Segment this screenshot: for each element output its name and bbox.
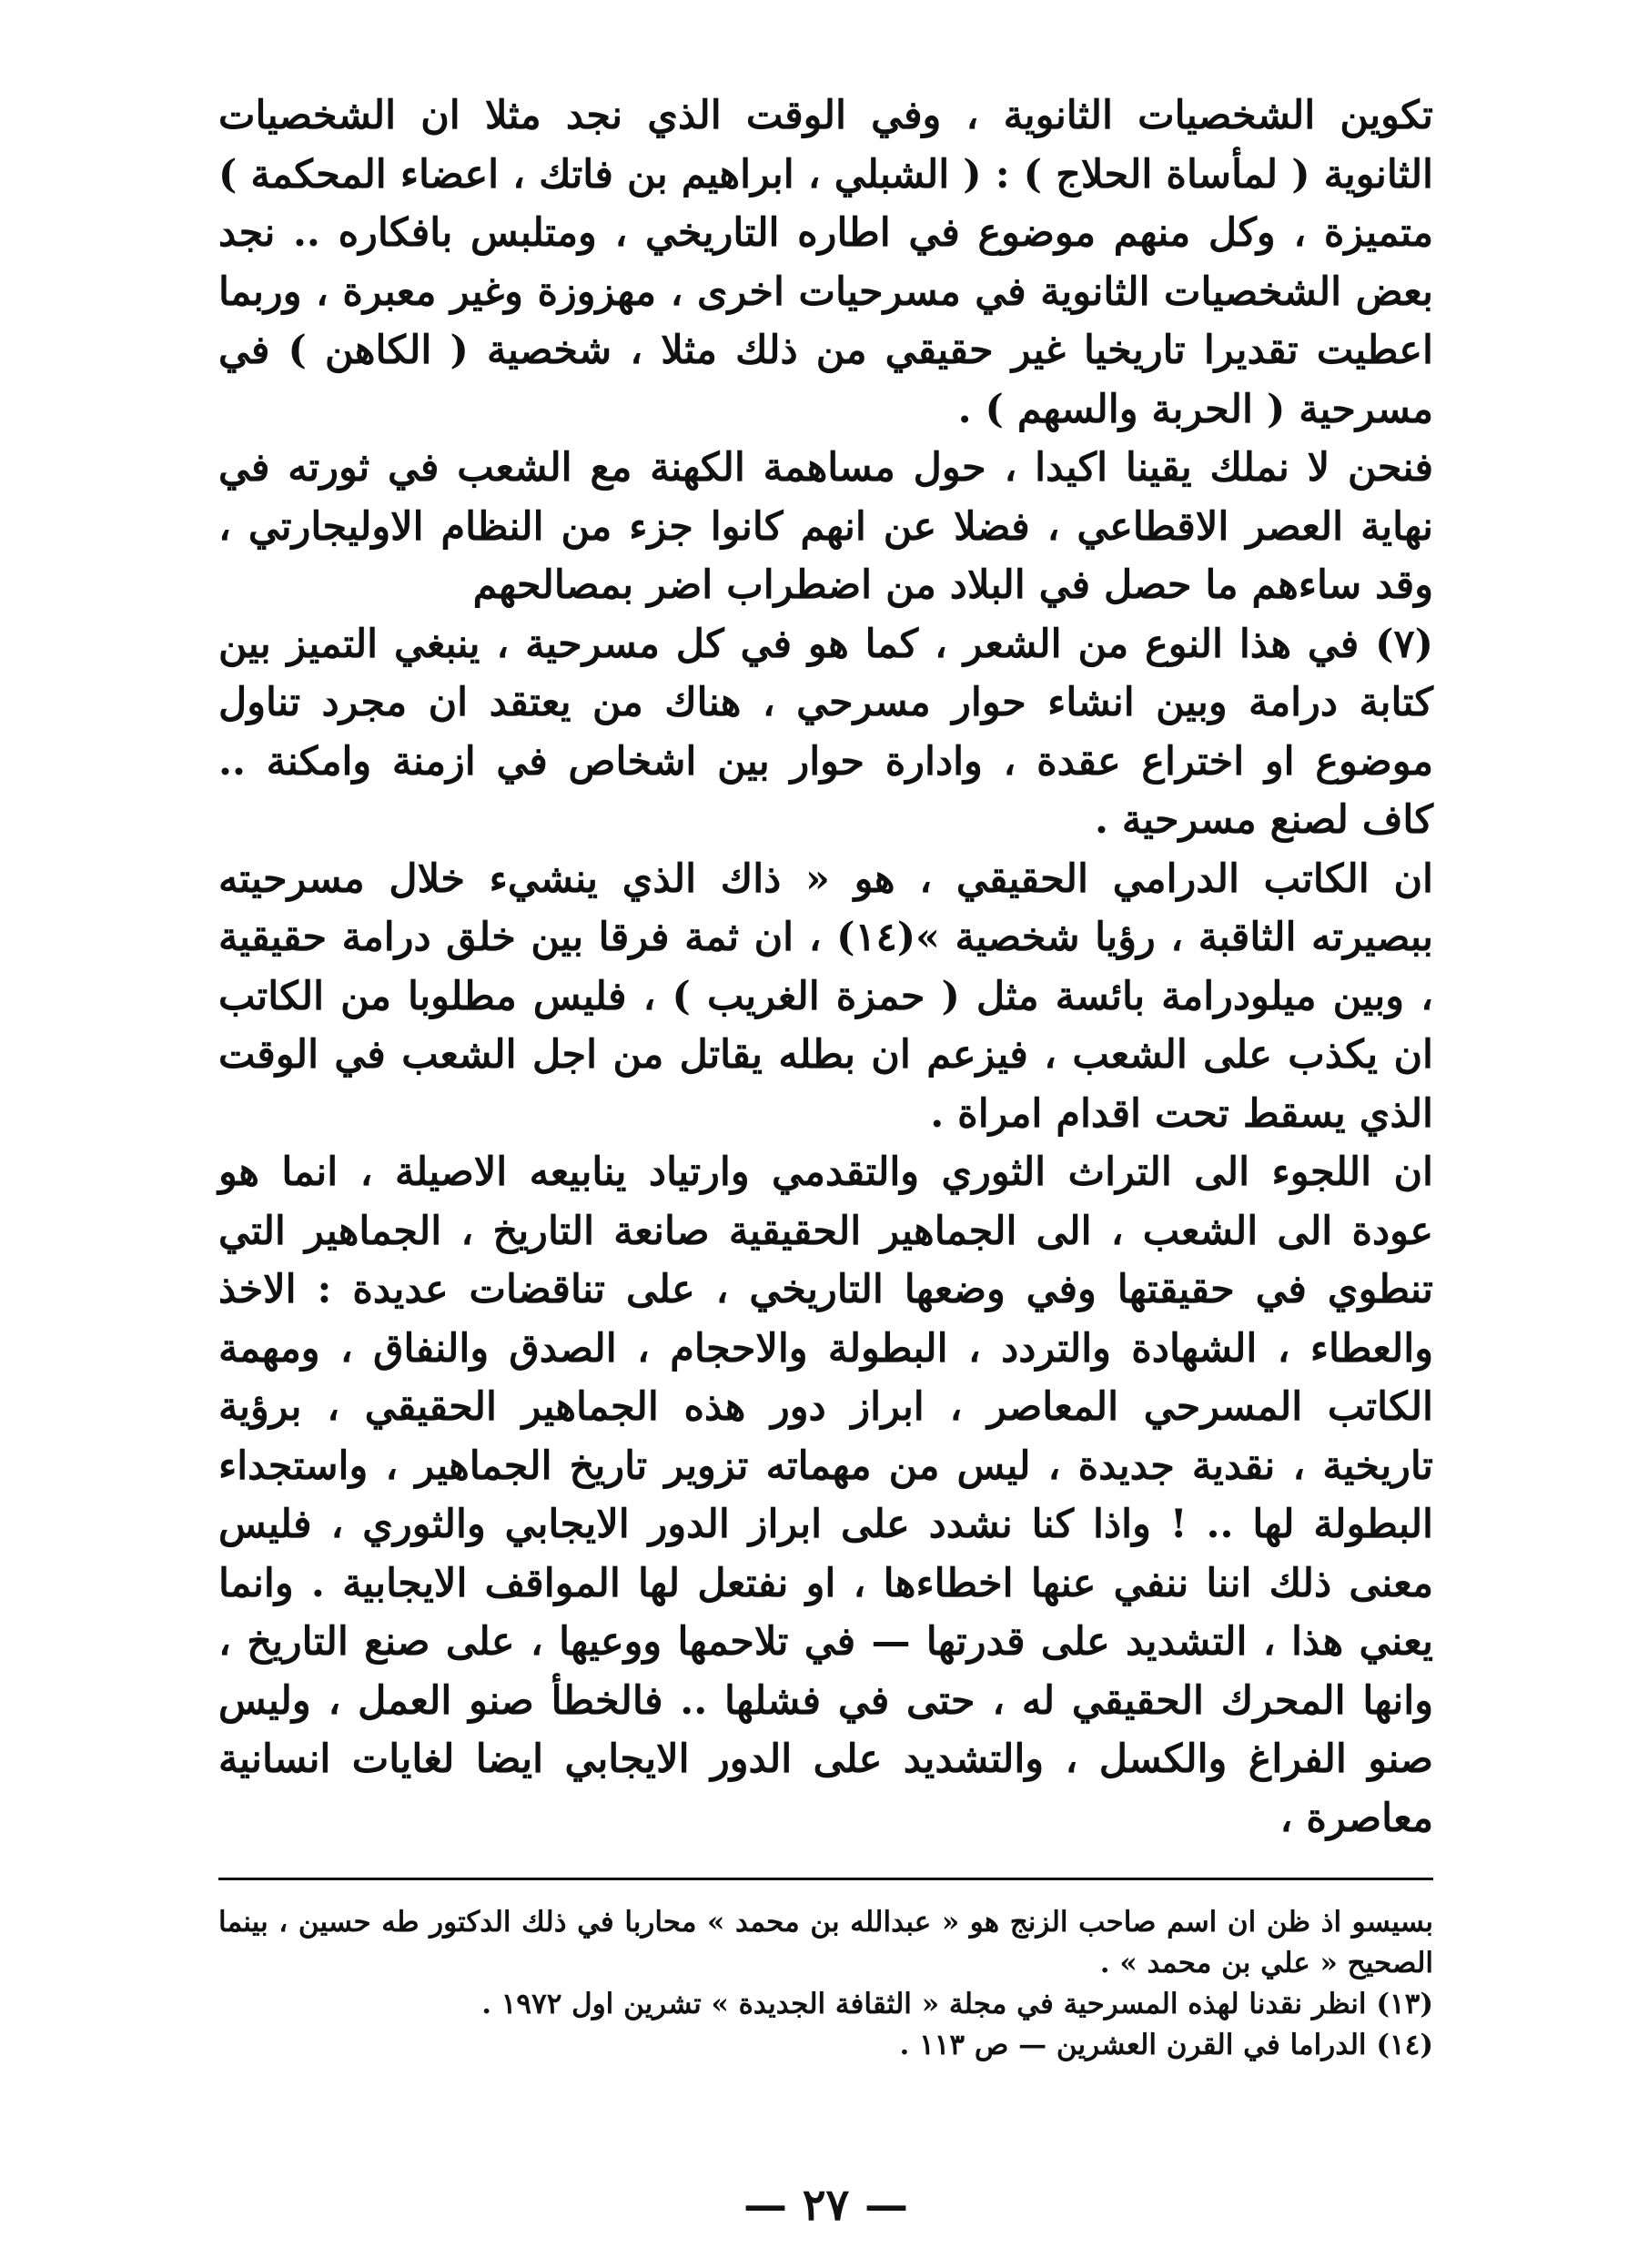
footnote-divider [218, 1878, 1433, 1880]
footnote-14: (١٤) الدراما في القرن العشرين — ص ١١٣ . [899, 2029, 1433, 2061]
page-number: — ٢٧ — [743, 2180, 908, 2231]
book-page [218, 86, 1433, 2231]
paragraph-3: (٧) في هذا النوع من الشعر ، كما هو في كل مسرحية ، ينبغي التميز بين كتابة درامة وبين انشاء حوار مسرحي ، هناك من يعتقد ان مجرد تناول موضوع او اختراع عقدة ، وادارة حوار بين اشخاص في ازمنة وامكنة .. كاف لصنع مسرحية . [218, 621, 1433, 843]
paragraph-4: ان الكاتب الدرامي الحقيقي ، هو « ذاك الذي ينشيء خلال مسرحيته ببصيرته الثاقبة ، رؤيا شخصية »(١٤) ، ان ثمة فرقا بين خلق درامة حقيقية ، وبين ميلودرامة بائسة مثل ( حمزة الغريب ) ، فليس مطلوبا من الكاتب ان يكذب على الشعب ، فيزعم ان بطله يقاتل من اجل الشعب في الوقت الذي يسقط تحت اقدام امراة . [218, 856, 1433, 1137]
paragraph-1: تكوين الشخصيات الثانوية ، وفي الوقت الذي نجد مثلا ان الشخصيات الثانوية ( لمأساة الحلاج ) : ( الشبلي ، ابراهيم بن فاتك ، اعضاء المحكمة ) متميزة ، وكل منهم موضوع في اطاره التاريخي ، ومتلبس بافكاره .. نجد بعض الشخصيات الثانوية في مسرحيات اخرى ، مهزوزة وغير معبرة ، وربما اعطيت تقديرا تاريخيا غير حقيقي من ذلك مثلا ، شخصية ( الكاهن ) في مسرحية ( الحربة والسهم ) . [218, 93, 1433, 432]
paragraph-5: ان اللجوء الى التراث الثوري والتقدمي وارتياد ينابيعه الاصيلة ، انما هو عودة الى الشعب ، الى الجماهير الحقيقية صانعة التاريخ ، الجماهير التي تنطوي في حقيقتها وفي وضعها التاريخي ، على تناقضات عديدة : الاخذ والعطاء ، الشهادة والتردد ، البطولة والاحجام ، الصدق والنفاق ، ومهمة الكاتب المسرحي المعاصر ، ابراز دور هذه الجماهير الحقيقي ، برؤية تاريخية ، نقدية جديدة ، ليس من مهماته تزوير تاريخ الجماهير ، واستجداء البطولة لها .. ! واذا كنا نشدد على ابراز الدور الايجابي والثوري ، فليس معنى ذلك اننا ننفي عنها اخطاءها ، او نفتعل لها المواقف الايجابية . وانما يعني هذا ، التشديد على قدرتها — في تلاحمها ووعيها ، على صنع التاريخ ، وانها المحرك الحقيقي له ، حتى في فشلها .. فالخطأ صنو العمل ، وليس صنو الفراغ والكسل ، والتشديد على الدور الايجابي ايضا لغايات انسانية معاصرة ، [218, 1149, 1433, 1841]
paragraph-2: فنحن لا نملك يقينا اكيدا ، حول مساهمة الكهنة مع الشعب في ثورته في نهاية العصر الاقطاعي ، فضلا عن انهم كانوا جزء من النظام الاوليجارتي ، وقد ساءهم ما حصل في البلاد من اضطراب اضر بمصالحهم [218, 445, 1433, 608]
footnotes [218, 1902, 1433, 2066]
footnote-13: (١٣) انظر نقدنا لهذه المسرحية في مجلة « الثقافة الجديدة » تشرين اول ١٩٧٢ . [481, 1988, 1433, 2020]
footnote-continued: بسيسو اذ ظن ان اسم صاحب الزنج هو « عبدالله بن محمد » محاربا في ذلك الدكتور طه حسين ، بينما الصحيح « علي بن محمد » . [218, 1906, 1433, 1979]
